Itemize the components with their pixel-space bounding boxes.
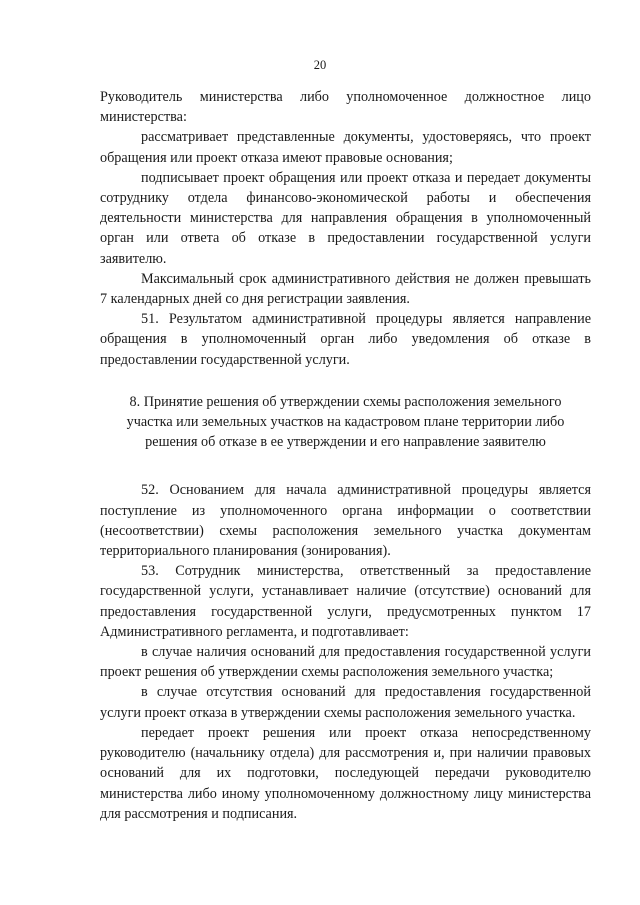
paragraph-review-documents: рассматривает представленные документы, удостоверяясь, что проект обращения или проект отказа имеют правовые основания; — [100, 129, 591, 166]
paragraph-item-51: 51. Результатом административной процедуры является направление обращения в уполномоченный орган либо уведомления об отказе в предоставлении государственной услуги. — [100, 311, 591, 368]
paragraph-grounds-present: в случае наличия оснований для предоставления государственной услуги проект решения об утверждении схемы расположения земельного участка; — [100, 644, 591, 681]
paragraph-max-duration: Максимальный срок административного действия не должен превышать 7 календарных дней со дня регистрации заявления. — [100, 270, 591, 308]
paragraph-grounds-absent: в случае отсутствия оснований для предоставления государственной услуги проект отказа в утверждении схемы расположения земельного участка. — [100, 684, 591, 721]
paragraph-item-52: 52. Основанием для начала административной процедуры является поступление из уполномоченного органа информации о соответствии (несоответствии) схемы расположения земельного участка документам территориального планирования (зонирования). — [100, 482, 591, 560]
paragraph-manager-intro: Руководитель министерства либо уполномоченное должностное лицо министерства: — [100, 89, 591, 126]
paragraph-sign-and-transfer: подписывает проект обращения или проект отказа и передает документы сотруднику отдела финансово-экономической работы и обеспечения деятельности министерства для направления обращения в уполномоченный орган или ответа об отказе в предоставлении государственной услуги заявителю. — [100, 169, 591, 267]
page-number: 20 — [313, 58, 327, 72]
paragraph-item-53: 53. Сотрудник министерства, ответственный за предоставление государственной услуги, устанавливает наличие (отсутствие) оснований для предоставления государственной услуги, предусмотренных пунктом 17 Административного регламента, и подготавливает: — [100, 563, 591, 640]
paragraph-transfer-draft: передает проект решения или проект отказа непосредственному руководителю (начальнику отдела) для рассмотрения и, при наличии правовых оснований для их подготовки, последующей передачи руководителю министерства либо иному уполномоченному должностному лицу министерства для рассмотрения и подписания. — [100, 724, 591, 822]
document-body — [100, 87, 591, 824]
section-heading: 8. Принятие решения об утверждении схемы расположения земельного участка или земельных участков на кадастровом плане территории либо решения об отказе в ее утверждении и его направление заявителю — [126, 393, 565, 451]
